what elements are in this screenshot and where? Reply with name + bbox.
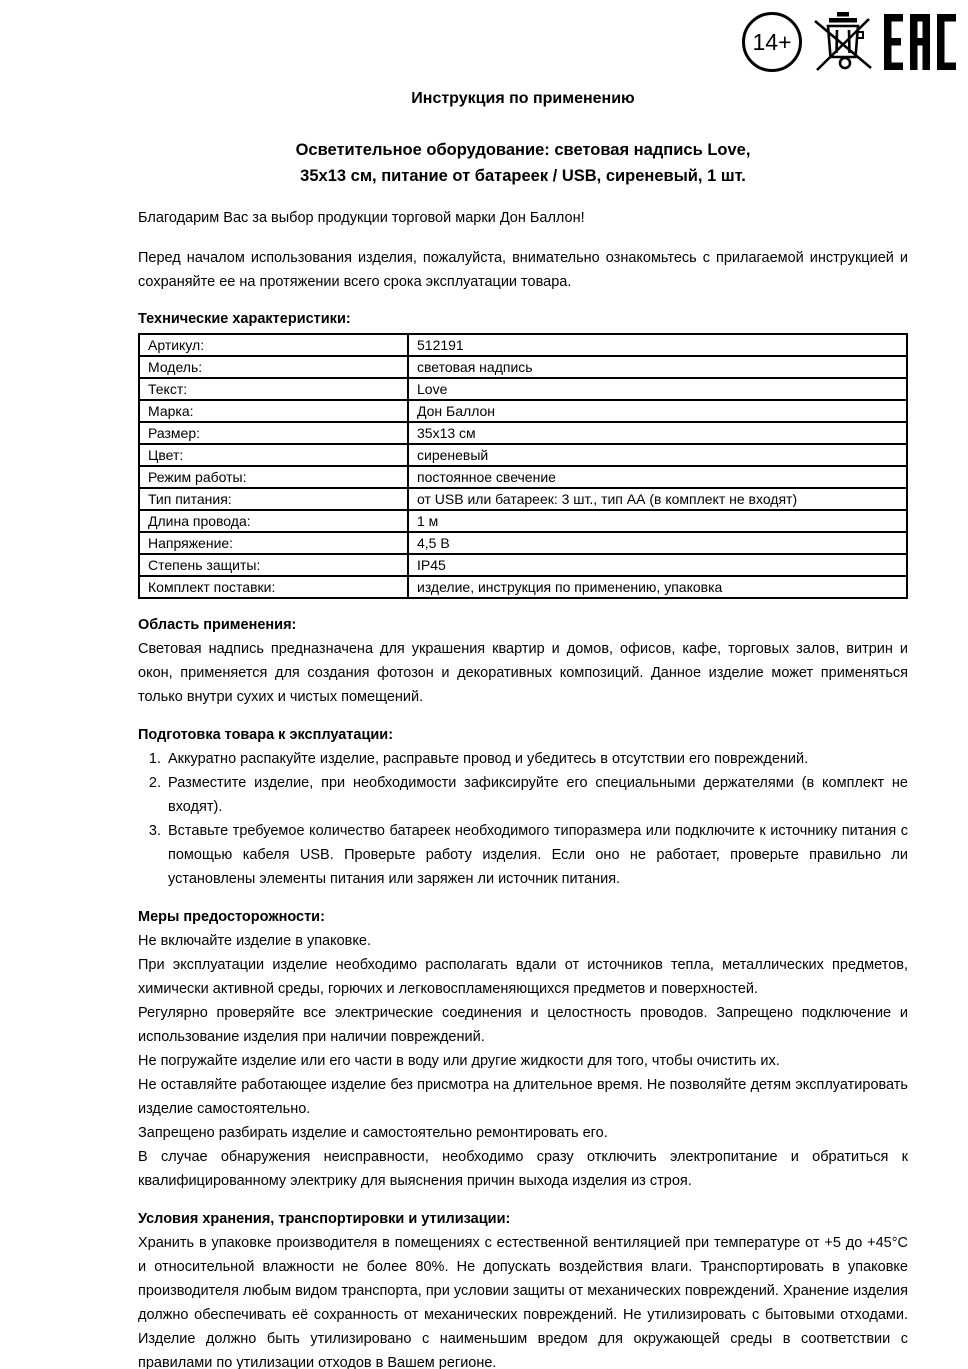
table-row — [139, 422, 907, 444]
spec-label: Напряжение: — [139, 532, 408, 554]
age-rating-label: 14+ — [752, 29, 792, 55]
spec-label: Текст: — [139, 378, 408, 400]
spec-value: Love — [408, 378, 907, 400]
table-row — [139, 510, 907, 532]
spec-value: постоянное свечение — [408, 466, 907, 488]
spec-value: 4,5 В — [408, 532, 907, 554]
list-item: 1. Аккуратно распакуйте изделие, расправьте провод и убедитесь в отсутствии его повреждений. — [165, 747, 908, 771]
table-row — [139, 334, 907, 356]
page-title: Инструкция по применению — [411, 90, 635, 107]
spec-value: световая надпись — [408, 356, 907, 378]
storage-body-text: Хранить в упаковке производителя в помещениях с естественной вентиляцией при температуре от +5 до +45°С и относительной влажности не более 80%. Не допускать воздействия влаги. Транспортировать в упаковке производителя любым видом транспорта, при условии защиты от механических повреждений. Хранение изделия должно обеспечивать её сохранность от механических повреждений. Не утилизировать с бытовыми отходами. Изделие должно быть утилизировано с наименьшим вредом для окружающей среды в соответствии с правилами по утилизации отходов в Вашем регионе. — [138, 1235, 908, 1369]
section-storage — [138, 1207, 908, 1369]
table-row — [139, 444, 907, 466]
precaution-paragraph: Запрещено разбирать изделие и самостоятельно ремонтировать его. — [138, 1125, 608, 1141]
spec-value: изделие, инструкция по применению, упаковка — [408, 576, 907, 598]
specs-table — [138, 333, 908, 599]
precautions-heading: Меры предосторожности: — [138, 909, 325, 925]
area-body-text: Световая надпись предназначена для украшения квартир и домов, офисов, кафе, торговых залов, витрин и окон, применяется для создания фотозон и декоративных композиций. Данное изделие может применяться только внутри сухих и чистых помещений. — [138, 641, 908, 705]
spec-label: Цвет: — [139, 444, 408, 466]
precaution-paragraph: Не включайте изделие в упаковке. — [138, 933, 371, 949]
list-item: 2. Разместите изделие, при необходимости зафиксируйте его специальными держателями (в комплект не входят). — [165, 771, 908, 819]
spec-label: Длина провода: — [139, 510, 408, 532]
preparation-heading: Подготовка товара к эксплуатации: — [138, 727, 394, 743]
product-subtitle-line1: Осветительное оборудование: световая надпись Love, — [295, 141, 751, 159]
precaution-paragraph: При эксплуатации изделие необходимо располагать вдали от источников тепла, металлических предметов, химически активной среды, горючих и легковоспламеняющихся предметов и поверхностей. — [138, 957, 908, 997]
section-area-of-use — [138, 613, 908, 709]
table-row — [139, 488, 907, 510]
precaution-paragraph: Регулярно проверяйте все электрические соединения и целостность проводов. Запрещено подключение и использование изделия при наличии повреждений. — [138, 1005, 908, 1045]
spec-label: Артикул: — [139, 334, 408, 356]
spec-label: Модель: — [139, 356, 408, 378]
list-item: 3. Вставьте требуемое количество батареек необходимого типоразмера или подключите к источнику питания с помощью кабеля USB. Проверьте работу изделия. Если оно не работает, проверьте правильно ли установлены элементы питания или заряжен ли источник питания. — [165, 819, 908, 891]
product-subtitle — [138, 137, 908, 189]
spec-label: Размер: — [139, 422, 408, 444]
section-precautions — [138, 905, 908, 1193]
spec-value: 1 м — [408, 510, 907, 532]
area-heading: Область применения: — [138, 617, 297, 633]
spec-label: Марка: — [139, 400, 408, 422]
precaution-paragraph: Не оставляйте работающее изделие без присмотра на длительное время. Не позволяйте детям эксплуатировать изделие самостоятельно. — [138, 1077, 908, 1117]
precaution-paragraph: В случае обнаружения неисправности, необходимо сразу отключить электропитание и обратиться к квалифицированному электрику для выяснения причин выхода изделия из строя. — [138, 1149, 908, 1189]
table-row — [139, 466, 907, 488]
intro-note-text: Перед началом использования изделия, пожалуйста, внимательно ознакомьтесь с прилагаемой инструкцией и сохраняйте ее на протяжении всего срока эксплуатации товара. — [138, 250, 908, 290]
table-row — [139, 532, 907, 554]
spec-value: от USB или батареек: 3 шт., тип АА (в комплект не входят) — [408, 488, 907, 510]
section-preparation — [138, 723, 908, 891]
table-row — [139, 576, 907, 598]
preparation-steps-list — [138, 747, 908, 891]
spec-value: сиреневый — [408, 444, 907, 466]
spec-value: IP45 — [408, 554, 907, 576]
spec-value: 512191 — [408, 334, 907, 356]
table-row — [139, 378, 907, 400]
table-row — [139, 356, 907, 378]
table-row — [139, 554, 907, 576]
precaution-paragraph: Не погружайте изделие или его части в воду или другие жидкости для того, чтобы очистить их. — [138, 1053, 780, 1069]
spec-label: Степень защиты: — [139, 554, 408, 576]
table-row — [139, 400, 907, 422]
spec-label: Комплект поставки: — [139, 576, 408, 598]
product-subtitle-line2: 35х13 см, питание от батареек / USB, сиреневый, 1 шт. — [300, 167, 746, 185]
spec-value: 35х13 см — [408, 422, 907, 444]
intro-thanks-text: Благодарим Вас за выбор продукции торговой марки Дон Баллон! — [138, 210, 585, 226]
spec-label: Тип питания: — [139, 488, 408, 510]
spec-value: Дон Баллон — [408, 400, 907, 422]
specs-heading: Технические характеристики: — [138, 311, 351, 327]
storage-heading: Условия хранения, транспортировки и утилизации: — [138, 1211, 511, 1227]
document-content — [138, 0, 908, 1369]
spec-label: Режим работы: — [139, 466, 408, 488]
